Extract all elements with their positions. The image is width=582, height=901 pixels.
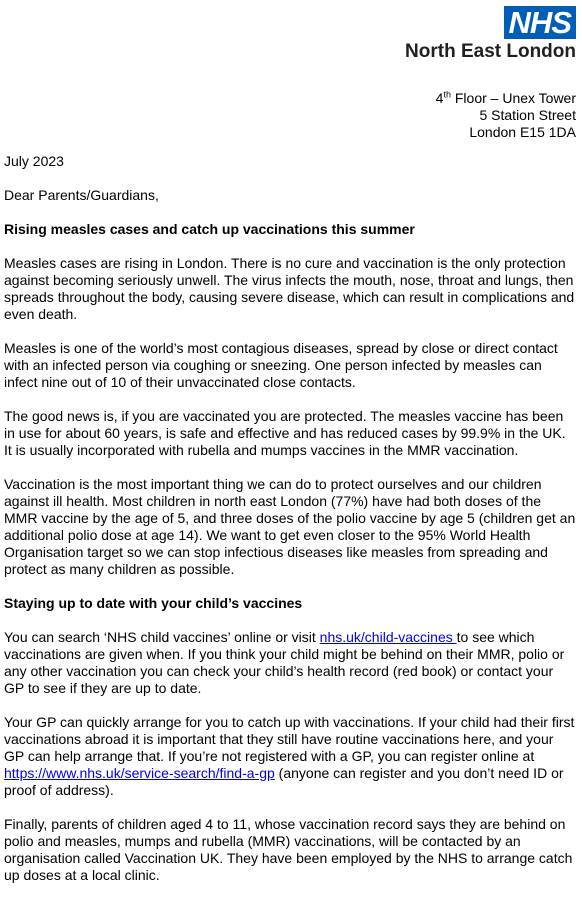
find-a-gp-link[interactable]: https://www.nhs.uk/service-search/find-a-gp	[4, 765, 275, 781]
paragraph-4: Vaccination is the most important thing we can do to protect ourselves and our children against ill health. Most children in north east London (77%) have had both doses of the MMR vaccine by the age of 5, and three doses of the polio vaccine by age 5 (children get an additional polio dose at age 14). We want to get even closer to the 95% World Health Organisation target so we can stop infectious diseases like measles from spreading and protect as many children as possible.	[4, 476, 576, 577]
paragraph-5: You can search ‘NHS child vaccines’ online or visit nhs.uk/child-vaccines to see which vaccinations are given when. If you think your child might be behind on their MMR, polio or any other vaccination you can check your child’s health record (red book) or contact your GP to see if they are up to date.	[4, 629, 565, 696]
address-street: 5 Station Street	[479, 107, 576, 123]
paragraph-1: Measles cases are rising in London. There is no cure and vaccination is the only protection against becoming seriously unwell. The virus infects the mouth, nose, throat and lungs, then spreads throughout the body, causing severe disease, which can result in complications and even death.	[4, 255, 575, 322]
paragraph-3: The good news is, if you are vaccinated you are protected. The measles vaccine has been in use for about 60 years, is safe and effective and has reduced cases by 99.9% in the UK. It is usually incorporated with rubella and mumps vaccines in the MMR vaccination.	[4, 408, 566, 458]
child-vaccines-link[interactable]: nhs.uk/child-vaccines	[319, 629, 457, 645]
address-floor: 4th Floor – Unex Tower	[435, 89, 576, 106]
paragraph-7: Finally, parents of children aged 4 to 11, whose vaccination record says they are behind on polio and measles, mumps and rubella (MMR) vaccinations, will be contacted by an organisation called Vaccination UK. They have been employed by the NHS to arrange catch up doses at a local clinic.	[4, 816, 573, 883]
paragraph-2: Measles is one of the world’s most contagious diseases, spread by close or direct contact with an infected person via coughing or sneezing. One person infected by measles can infect nine out of 10 of their unvaccinated close contacts.	[4, 340, 558, 390]
org-name: North East London	[405, 41, 576, 62]
letter-date: July 2023	[4, 153, 64, 169]
address-block	[436, 90, 576, 141]
salutation: Dear Parents/Guardians,	[4, 187, 159, 203]
address-city: London E15 1DA	[469, 124, 576, 140]
heading-vaccines: Staying up to date with your child’s vaccines	[4, 595, 303, 611]
letter-body	[4, 153, 576, 901]
nhs-logo: NHS	[504, 6, 576, 39]
paragraph-6: Your GP can quickly arrange for you to catch up with vaccinations. If your child had their first vaccinations abroad it is important that they still have routine vaccinations here, and your GP can help arrange that. If you’re not registered with a GP, you can register online at https://www.nhs.uk/service-search/find-a-gp (anyone can register and you don’t need ID or proof of address).	[4, 714, 575, 798]
heading-measles: Rising measles cases and catch up vaccinations this summer	[4, 221, 415, 237]
